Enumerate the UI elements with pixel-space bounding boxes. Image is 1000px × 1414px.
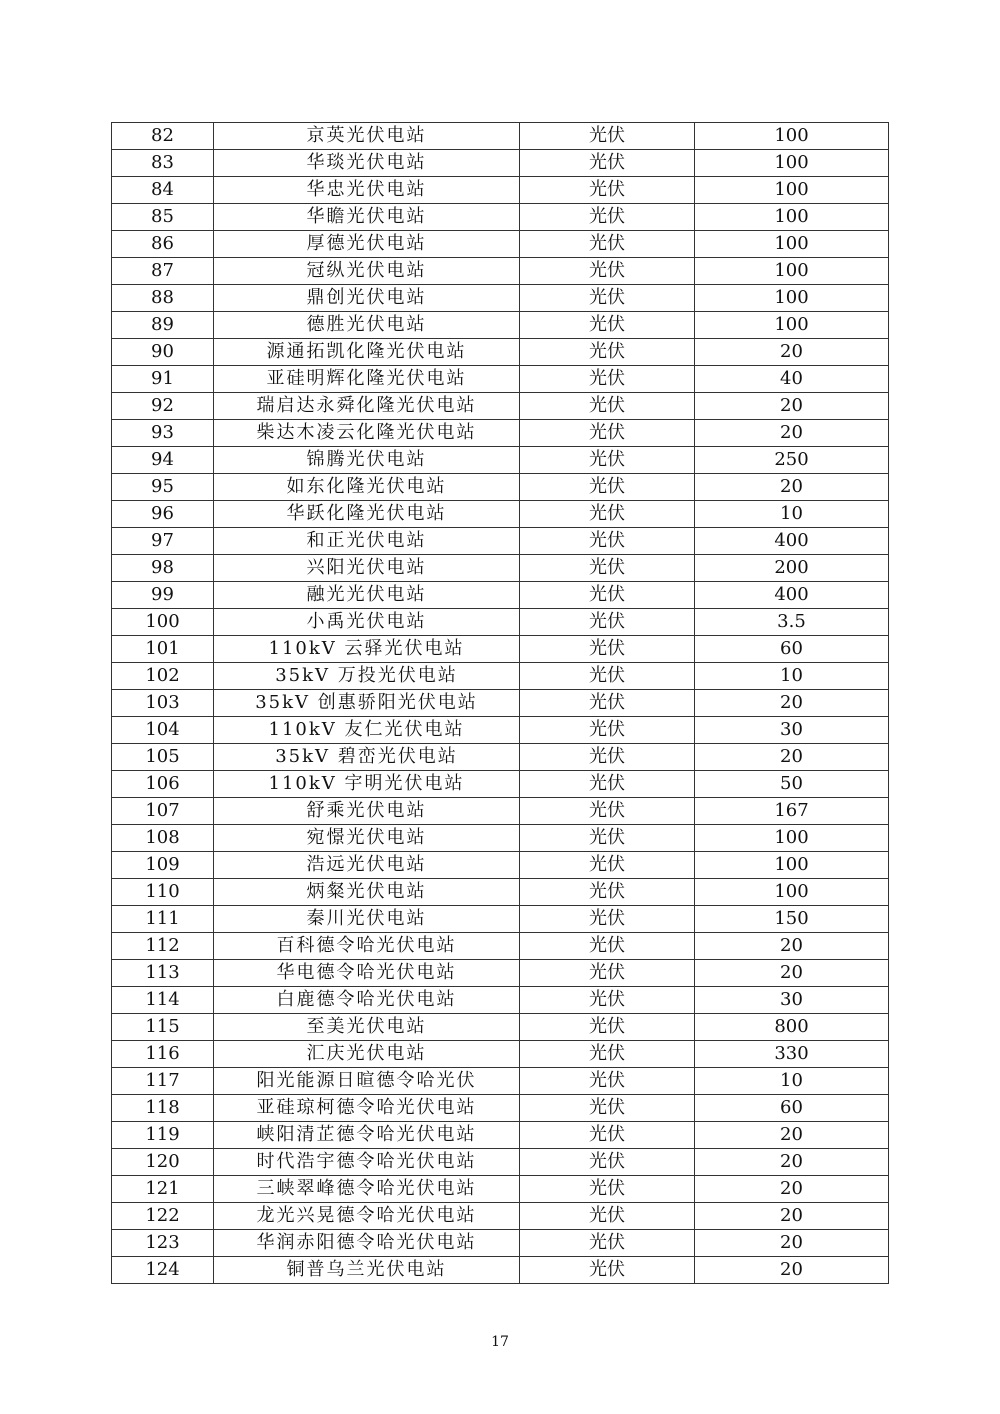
table-row — [112, 177, 889, 204]
table-row — [112, 1230, 889, 1257]
capacity-cell: 800 — [695, 1014, 889, 1041]
table-row — [112, 933, 889, 960]
capacity-cell: 400 — [695, 582, 889, 609]
capacity-cell: 100 — [695, 231, 889, 258]
station-name-cell: 浩远光伏电站 — [214, 852, 520, 879]
station-name-cell: 110kV 宇明光伏电站 — [214, 771, 520, 798]
station-name-cell: 融光光伏电站 — [214, 582, 520, 609]
station-name-cell: 至美光伏电站 — [214, 1014, 520, 1041]
table-row — [112, 1041, 889, 1068]
station-type-cell: 光伏 — [520, 1176, 695, 1203]
station-type-cell: 光伏 — [520, 852, 695, 879]
station-type-cell: 光伏 — [520, 393, 695, 420]
row-number-cell: 101 — [112, 636, 214, 663]
row-number-cell: 99 — [112, 582, 214, 609]
row-number-cell: 97 — [112, 528, 214, 555]
capacity-cell: 100 — [695, 879, 889, 906]
table-row — [112, 528, 889, 555]
station-type-cell: 光伏 — [520, 123, 695, 150]
station-type-cell: 光伏 — [520, 474, 695, 501]
station-name-cell: 龙光兴晃德令哈光伏电站 — [214, 1203, 520, 1230]
station-name-cell: 鼎创光伏电站 — [214, 285, 520, 312]
station-type-cell: 光伏 — [520, 150, 695, 177]
station-type-cell: 光伏 — [520, 690, 695, 717]
row-number-cell: 87 — [112, 258, 214, 285]
station-type-cell: 光伏 — [520, 258, 695, 285]
capacity-cell: 50 — [695, 771, 889, 798]
station-name-cell: 冠纵光伏电站 — [214, 258, 520, 285]
row-number-cell: 96 — [112, 501, 214, 528]
capacity-cell: 20 — [695, 1257, 889, 1284]
row-number-cell: 84 — [112, 177, 214, 204]
row-number-cell: 82 — [112, 123, 214, 150]
station-name-cell: 炳粲光伏电站 — [214, 879, 520, 906]
table-row — [112, 852, 889, 879]
table-row — [112, 150, 889, 177]
station-name-cell: 锦腾光伏电站 — [214, 447, 520, 474]
station-name-cell: 华瞻光伏电站 — [214, 204, 520, 231]
table-row — [112, 1257, 889, 1284]
station-type-cell: 光伏 — [520, 636, 695, 663]
station-type-cell: 光伏 — [520, 960, 695, 987]
station-name-cell: 铜普乌兰光伏电站 — [214, 1257, 520, 1284]
capacity-cell: 20 — [695, 933, 889, 960]
table-row — [112, 1095, 889, 1122]
row-number-cell: 89 — [112, 312, 214, 339]
table-row — [112, 501, 889, 528]
capacity-cell: 10 — [695, 1068, 889, 1095]
table-row — [112, 231, 889, 258]
row-number-cell: 100 — [112, 609, 214, 636]
row-number-cell: 103 — [112, 690, 214, 717]
capacity-cell: 20 — [695, 744, 889, 771]
page-number: 17 — [491, 1334, 509, 1350]
station-name-cell: 亚硅琼柯德令哈光伏电站 — [214, 1095, 520, 1122]
station-type-cell: 光伏 — [520, 420, 695, 447]
capacity-cell: 10 — [695, 663, 889, 690]
table-row — [112, 474, 889, 501]
station-type-cell: 光伏 — [520, 798, 695, 825]
station-name-cell: 柴达木凌云化隆光伏电站 — [214, 420, 520, 447]
station-table-container — [111, 122, 888, 1284]
capacity-cell: 20 — [695, 474, 889, 501]
row-number-cell: 98 — [112, 555, 214, 582]
table-row — [112, 636, 889, 663]
station-name-cell: 瑞启达永舜化隆光伏电站 — [214, 393, 520, 420]
row-number-cell: 109 — [112, 852, 214, 879]
station-name-cell: 峡阳清芷德令哈光伏电站 — [214, 1122, 520, 1149]
station-name-cell: 亚硅明辉化隆光伏电站 — [214, 366, 520, 393]
capacity-cell: 20 — [695, 339, 889, 366]
station-type-cell: 光伏 — [520, 528, 695, 555]
row-number-cell: 111 — [112, 906, 214, 933]
row-number-cell: 116 — [112, 1041, 214, 1068]
station-type-cell: 光伏 — [520, 447, 695, 474]
table-row — [112, 285, 889, 312]
row-number-cell: 108 — [112, 825, 214, 852]
capacity-cell: 167 — [695, 798, 889, 825]
table-row — [112, 582, 889, 609]
station-type-cell: 光伏 — [520, 555, 695, 582]
capacity-cell: 100 — [695, 204, 889, 231]
station-table — [111, 122, 889, 1284]
row-number-cell: 94 — [112, 447, 214, 474]
station-table-body — [112, 123, 889, 1284]
table-row — [112, 906, 889, 933]
capacity-cell: 250 — [695, 447, 889, 474]
row-number-cell: 117 — [112, 1068, 214, 1095]
station-name-cell: 舒乘光伏电站 — [214, 798, 520, 825]
station-name-cell: 兴阳光伏电站 — [214, 555, 520, 582]
row-number-cell: 91 — [112, 366, 214, 393]
row-number-cell: 106 — [112, 771, 214, 798]
capacity-cell: 3.5 — [695, 609, 889, 636]
station-type-cell: 光伏 — [520, 339, 695, 366]
row-number-cell: 92 — [112, 393, 214, 420]
station-name-cell: 三峡翠峰德令哈光伏电站 — [214, 1176, 520, 1203]
capacity-cell: 20 — [695, 1122, 889, 1149]
capacity-cell: 20 — [695, 1149, 889, 1176]
row-number-cell: 115 — [112, 1014, 214, 1041]
row-number-cell: 122 — [112, 1203, 214, 1230]
station-type-cell: 光伏 — [520, 987, 695, 1014]
table-row — [112, 366, 889, 393]
capacity-cell: 20 — [695, 1203, 889, 1230]
row-number-cell: 93 — [112, 420, 214, 447]
station-type-cell: 光伏 — [520, 582, 695, 609]
station-type-cell: 光伏 — [520, 285, 695, 312]
station-name-cell: 秦川光伏电站 — [214, 906, 520, 933]
station-type-cell: 光伏 — [520, 231, 695, 258]
station-type-cell: 光伏 — [520, 1149, 695, 1176]
station-type-cell: 光伏 — [520, 771, 695, 798]
station-name-cell: 35kV 碧峦光伏电站 — [214, 744, 520, 771]
capacity-cell: 20 — [695, 960, 889, 987]
capacity-cell: 20 — [695, 1176, 889, 1203]
station-type-cell: 光伏 — [520, 717, 695, 744]
station-type-cell: 光伏 — [520, 366, 695, 393]
station-type-cell: 光伏 — [520, 1095, 695, 1122]
table-row — [112, 420, 889, 447]
table-row — [112, 447, 889, 474]
station-name-cell: 35kV 创惠骄阳光伏电站 — [214, 690, 520, 717]
capacity-cell: 60 — [695, 636, 889, 663]
station-name-cell: 时代浩宇德令哈光伏电站 — [214, 1149, 520, 1176]
capacity-cell: 400 — [695, 528, 889, 555]
station-name-cell: 华电德令哈光伏电站 — [214, 960, 520, 987]
row-number-cell: 119 — [112, 1122, 214, 1149]
table-row — [112, 987, 889, 1014]
row-number-cell: 110 — [112, 879, 214, 906]
row-number-cell: 95 — [112, 474, 214, 501]
station-type-cell: 光伏 — [520, 177, 695, 204]
table-row — [112, 339, 889, 366]
row-number-cell: 118 — [112, 1095, 214, 1122]
station-type-cell: 光伏 — [520, 1014, 695, 1041]
table-row — [112, 1122, 889, 1149]
station-name-cell: 源通拓凯化隆光伏电站 — [214, 339, 520, 366]
table-row — [112, 393, 889, 420]
station-name-cell: 华跃化隆光伏电站 — [214, 501, 520, 528]
capacity-cell: 40 — [695, 366, 889, 393]
table-row — [112, 1068, 889, 1095]
table-row — [112, 555, 889, 582]
table-row — [112, 663, 889, 690]
capacity-cell: 20 — [695, 420, 889, 447]
table-row — [112, 312, 889, 339]
station-name-cell: 宛憬光伏电站 — [214, 825, 520, 852]
row-number-cell: 86 — [112, 231, 214, 258]
capacity-cell: 100 — [695, 150, 889, 177]
capacity-cell: 100 — [695, 177, 889, 204]
station-name-cell: 华忠光伏电站 — [214, 177, 520, 204]
row-number-cell: 121 — [112, 1176, 214, 1203]
row-number-cell: 105 — [112, 744, 214, 771]
table-row — [112, 123, 889, 150]
capacity-cell: 100 — [695, 285, 889, 312]
row-number-cell: 85 — [112, 204, 214, 231]
table-row — [112, 960, 889, 987]
table-row — [112, 1176, 889, 1203]
station-type-cell: 光伏 — [520, 312, 695, 339]
station-type-cell: 光伏 — [520, 1203, 695, 1230]
table-row — [112, 717, 889, 744]
station-name-cell: 小禹光伏电站 — [214, 609, 520, 636]
row-number-cell: 90 — [112, 339, 214, 366]
row-number-cell: 88 — [112, 285, 214, 312]
table-row — [112, 771, 889, 798]
station-name-cell: 110kV 云驿光伏电站 — [214, 636, 520, 663]
station-type-cell: 光伏 — [520, 1068, 695, 1095]
capacity-cell: 30 — [695, 987, 889, 1014]
table-row — [112, 690, 889, 717]
capacity-cell: 100 — [695, 825, 889, 852]
capacity-cell: 200 — [695, 555, 889, 582]
station-type-cell: 光伏 — [520, 663, 695, 690]
capacity-cell: 60 — [695, 1095, 889, 1122]
station-name-cell: 汇庆光伏电站 — [214, 1041, 520, 1068]
capacity-cell: 150 — [695, 906, 889, 933]
row-number-cell: 107 — [112, 798, 214, 825]
station-type-cell: 光伏 — [520, 1257, 695, 1284]
station-name-cell: 德胜光伏电站 — [214, 312, 520, 339]
station-name-cell: 阳光能源日暄德令哈光伏 — [214, 1068, 520, 1095]
station-type-cell: 光伏 — [520, 825, 695, 852]
capacity-cell: 20 — [695, 1230, 889, 1257]
capacity-cell: 100 — [695, 312, 889, 339]
row-number-cell: 102 — [112, 663, 214, 690]
capacity-cell: 30 — [695, 717, 889, 744]
station-name-cell: 京英光伏电站 — [214, 123, 520, 150]
table-row — [112, 825, 889, 852]
capacity-cell: 100 — [695, 852, 889, 879]
station-name-cell: 百科德令哈光伏电站 — [214, 933, 520, 960]
table-row — [112, 1014, 889, 1041]
row-number-cell: 123 — [112, 1230, 214, 1257]
station-type-cell: 光伏 — [520, 204, 695, 231]
station-type-cell: 光伏 — [520, 879, 695, 906]
station-name-cell: 35kV 万投光伏电站 — [214, 663, 520, 690]
capacity-cell: 100 — [695, 258, 889, 285]
station-type-cell: 光伏 — [520, 1230, 695, 1257]
row-number-cell: 83 — [112, 150, 214, 177]
table-row — [112, 609, 889, 636]
station-type-cell: 光伏 — [520, 1122, 695, 1149]
table-row — [112, 258, 889, 285]
capacity-cell: 100 — [695, 123, 889, 150]
table-row — [112, 204, 889, 231]
table-row — [112, 744, 889, 771]
station-name-cell: 110kV 友仁光伏电站 — [214, 717, 520, 744]
station-type-cell: 光伏 — [520, 933, 695, 960]
station-name-cell: 和正光伏电站 — [214, 528, 520, 555]
station-type-cell: 光伏 — [520, 501, 695, 528]
row-number-cell: 114 — [112, 987, 214, 1014]
row-number-cell: 104 — [112, 717, 214, 744]
table-row — [112, 879, 889, 906]
capacity-cell: 20 — [695, 393, 889, 420]
station-name-cell: 华琰光伏电站 — [214, 150, 520, 177]
station-type-cell: 光伏 — [520, 744, 695, 771]
station-type-cell: 光伏 — [520, 609, 695, 636]
station-name-cell: 如东化隆光伏电站 — [214, 474, 520, 501]
table-row — [112, 798, 889, 825]
capacity-cell: 20 — [695, 690, 889, 717]
station-type-cell: 光伏 — [520, 1041, 695, 1068]
station-type-cell: 光伏 — [520, 906, 695, 933]
station-name-cell: 厚德光伏电站 — [214, 231, 520, 258]
table-row — [112, 1203, 889, 1230]
row-number-cell: 113 — [112, 960, 214, 987]
capacity-cell: 330 — [695, 1041, 889, 1068]
row-number-cell: 124 — [112, 1257, 214, 1284]
station-name-cell: 华润赤阳德令哈光伏电站 — [214, 1230, 520, 1257]
station-name-cell: 白鹿德令哈光伏电站 — [214, 987, 520, 1014]
row-number-cell: 120 — [112, 1149, 214, 1176]
capacity-cell: 10 — [695, 501, 889, 528]
row-number-cell: 112 — [112, 933, 214, 960]
table-row — [112, 1149, 889, 1176]
